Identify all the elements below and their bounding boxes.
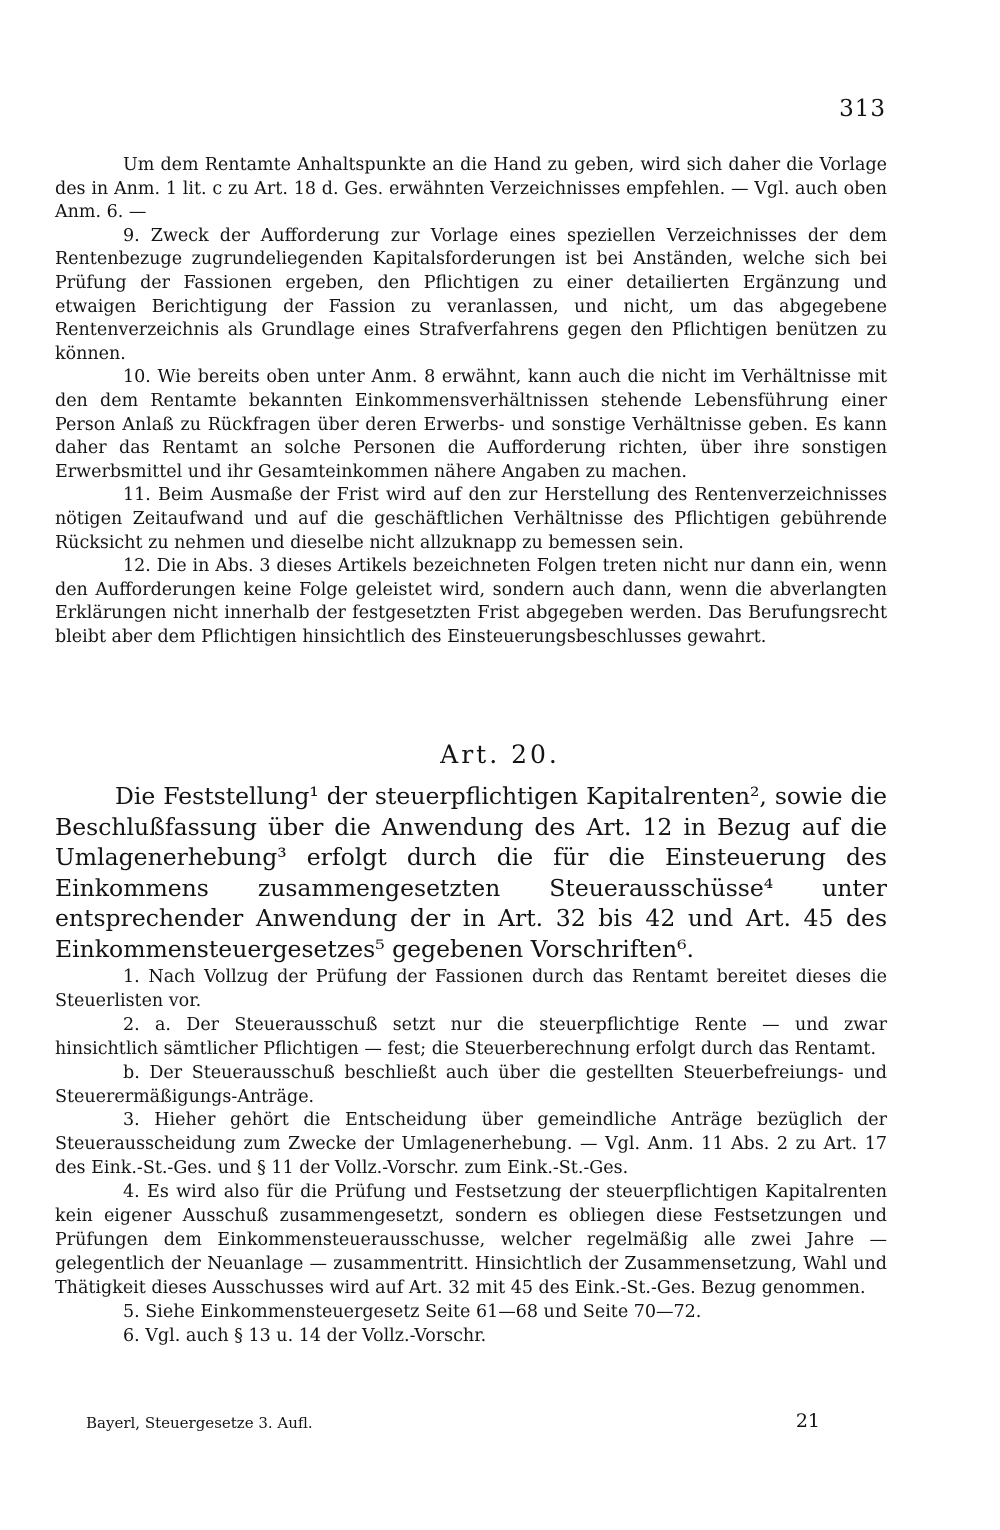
article-body: [55, 781, 887, 964]
note-3: 3. Hieher gehört die Entscheidung über gemeindliche Anträge bezüglich der Steuerausscheidung zum Zwecke der Umlagenerhebung. — Vgl. Anm. 11 Abs. 2 zu Art. 17 des Eink.-St.-Ges. und § 11 der Vollz.-Vorschr. zum Eink.-St.-Ges.: [55, 1110, 887, 1179]
note-12: 12. Die in Abs. 3 dieses Artikels bezeichneten Folgen treten nicht nur dann ein, wenn den Aufforderungen keine Folge geleistet wird, sondern auch dann, wenn die abverlangten Erklärungen nicht innerhalb der festgesetzten Frist abgegeben werden. Das Berufungsrecht bleibt aber dem Pflichtigen hinsichtlich des Einsteuerungsbeschlusses gewahrt.: [55, 556, 887, 647]
article-text: Die Feststellung¹ der steuerpflichtigen Kapitalrenten², sowie die Beschlußfassung über die Anwendung des Art. 12 in Bezug auf die Umlagenerhebung³ erfolgt durch die für die Einsteuerung des Einkommens zusammengesetzten Steuerausschüsse⁴ unter entsprechender Anwendung der in Art. 32 bis 42 und Art. 45 des Einkommensteuergesetzes⁵ gegebenen Vorschriften⁶.: [55, 782, 887, 963]
note-2b: b. Der Steuerausschuß beschließt auch über die gestellten Steuerbefreiungs- und Steuerermäßigungs-Anträge.: [55, 1062, 887, 1107]
note-paragraph: Um dem Rentamte Anhaltspunkte an die Hand zu geben, wird sich daher die Vorlage des in Anm. 1 lit. c zu Art. 18 d. Ges. erwähnten Verzeichnisses empfehlen. — Vgl. auch oben Anm. 6. —: [55, 155, 887, 223]
note-2a: 2. a. Der Steuerausschuß setzt nur die steuerpflichtige Rente — und zwar hinsichtlich sämtlicher Pflichtigen — fest; die Steuerberechnung erfolgt durch das Rentamt.: [55, 1014, 887, 1059]
note-11: 11. Beim Ausmaße der Frist wird auf den zur Herstellung des Rentenverzeichnisses nötigen Zeitaufwand und auf die geschäftlichen Verhältnisse des Pflichtigen gebührende Rücksicht zu nehmen und dieselbe nicht allzuknapp zu bemessen sein.: [55, 485, 887, 553]
note-5: 5. Siehe Einkommensteuergesetz Seite 61—68 und Seite 70—72.: [123, 1301, 702, 1322]
article-heading: Art. 20.: [440, 740, 560, 769]
footer-signature: Bayerl, Steuergesetze 3. Aufl.: [86, 1414, 313, 1432]
notes-bottom: [55, 966, 887, 1349]
note-1: 1. Nach Vollzug der Prüfung der Fassionen durch das Rentamt bereitet dieses die Steuerlisten vor.: [55, 967, 887, 1011]
note-9: 9. Zweck der Aufforderung zur Vorlage eines speziellen Verzeichnisses der dem Rentenbezuge zugrundeliegenden Kapitalsforderungen ist bei Anständen, welche sich bei Prüfung der Fassionen ergeben, den Pflichtigen zu einer detailierten Ergänzung und etwaigen Berichtigung der Fassion zu veranlassen, und nicht, um das abgegebene Rentenverzeichnis als Grundlage eines Strafverfahrens gegen den Pflichtigen benützen zu können.: [55, 225, 887, 364]
note-4: 4. Es wird also für die Prüfung und Festsetzung der steuerpflichtigen Kapitalrenten kein eigener Ausschuß zusammengesetzt, sondern es obliegen diese Festsetzungen und Prüfungen dem Einkommensteuerausschusse, welcher regelmäßig alle zwei Jahre — gelegentlich der Neuanlage — zusammentritt. Hinsichtlich der Zusammensetzung, Wahl und Thätigkeit dieses Ausschusses wird auf Art. 32 mit 45 des Eink.-St.-Ges. Bezug genommen.: [55, 1182, 887, 1298]
note-6: 6. Vgl. auch § 13 u. 14 der Vollz.-Vorschr.: [123, 1325, 487, 1346]
note-10: 10. Wie bereits oben unter Anm. 8 erwähnt, kann auch die nicht im Verhältnisse mit den dem Rentamte bekannten Einkommensverhältnissen stehende Lebensführung einer Person Anlaß zu Rückfragen über deren Erwerbs- und sonstige Verhältnisse geben. Es kann daher das Rentamt an solche Personen die Aufforderung richten, über ihre sonstigen Erwerbsmittel und ihr Gesamteinkommen nähere Angaben zu machen.: [55, 367, 887, 482]
sheet-number: 21: [795, 1410, 820, 1432]
notes-top: [55, 154, 887, 649]
page-number: 313: [839, 96, 886, 122]
